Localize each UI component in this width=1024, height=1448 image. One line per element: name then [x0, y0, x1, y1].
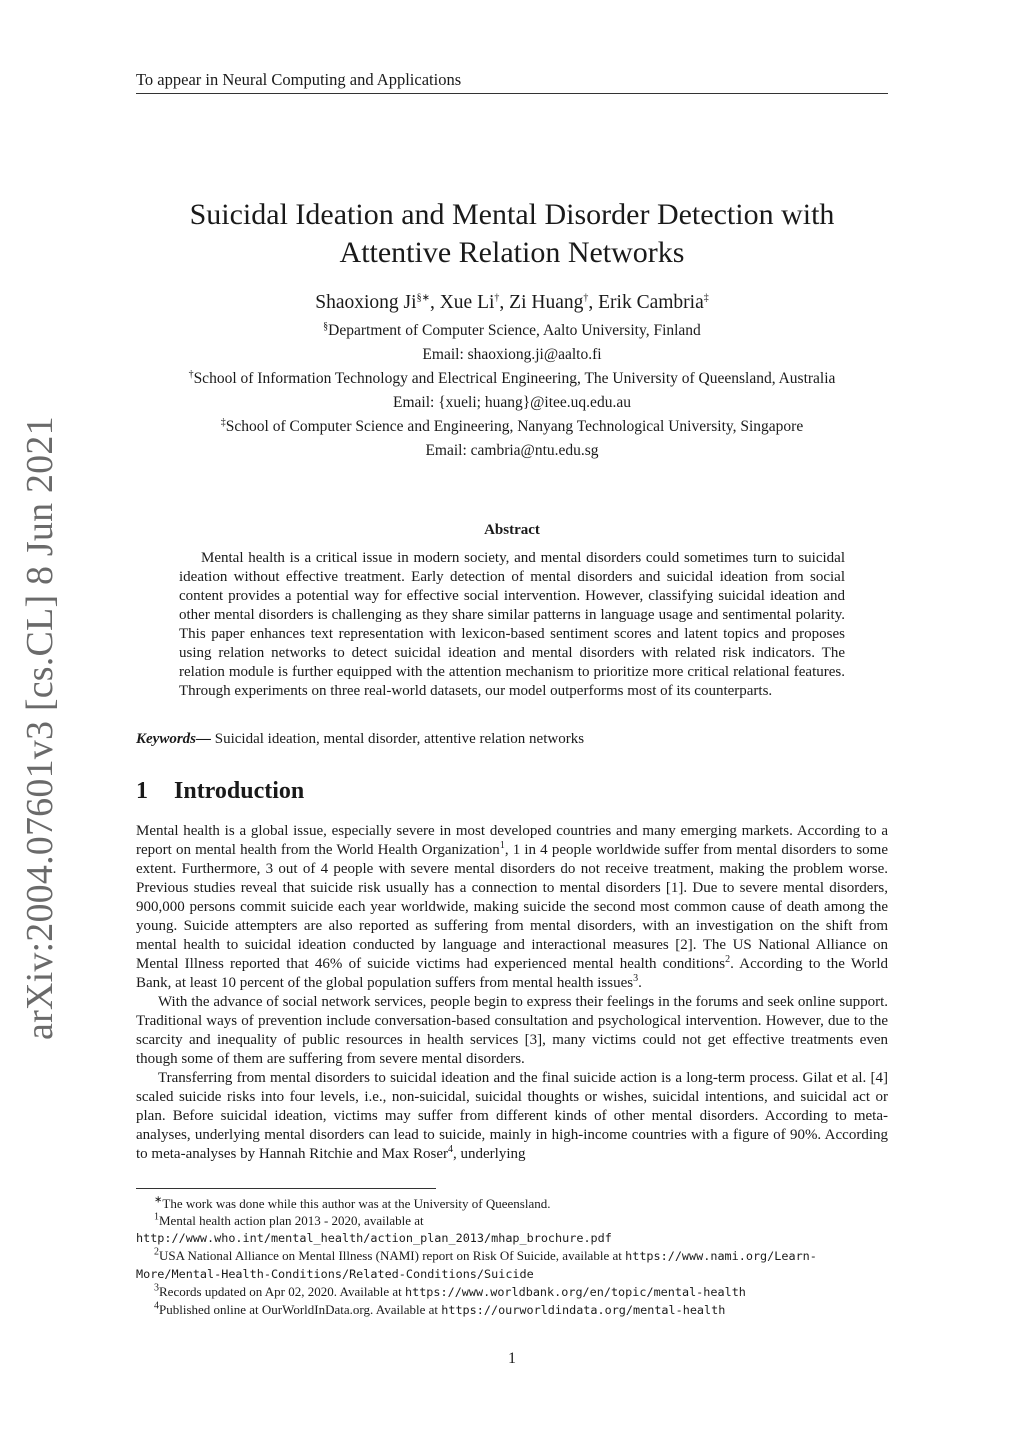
affiliation-text: Department of Computer Science, Aalto University, Finland [328, 322, 701, 339]
footnote-text: The work was done while this author was at the University of Queensland. [162, 1196, 551, 1211]
body-text-run: . According to the World Bank, at least 10 percent of the global population suffers from mental health issues [136, 956, 888, 991]
author-name: Zi Huang [509, 292, 584, 313]
author-mark: ‡ [703, 292, 709, 304]
author-mark: † [583, 292, 589, 304]
abstract-text: Mental health is a critical issue in modern society, and mental disorders could sometimes turn to suicidal ideation without effective treatment. Early detection of mental disorders and suicidal ideation from social content provides a potential way for effective social intervention. However, classifying suicidal ideation and other mental disorders is challenging as they share similar patterns in language usage and sentimental polarity. This paper enhances text representation with lexicon-based sentiment scores and latent topics and proposes using relation networks to detect suicidal ideation and mental disorders with related risk indicators. The relation module is further equipped with the attention mechanism to prioritize more critical relational features. Through experiments on three real-world datasets, our model outperforms most of its counterparts. [179, 550, 845, 699]
section-number: 1 [136, 778, 148, 804]
footnote [136, 1212, 888, 1247]
footnote-mark: 2 [154, 1246, 159, 1258]
affiliation-text: School of Computer Science and Engineering, Nanyang Technological University, Singapore [225, 418, 804, 435]
footnote [136, 1301, 888, 1319]
footnote [136, 1247, 888, 1283]
page-number: 1 [508, 1350, 516, 1367]
affiliation-mark: ‡ [220, 416, 226, 428]
affiliation-ntu [136, 418, 888, 436]
arxiv-side-stamp: arXiv:2004.07601v3 [cs.CL] 8 Jun 2021 [19, 416, 61, 1040]
running-head: To appear in Neural Computing and Applications [136, 70, 888, 94]
title-line-2: Attentive Relation Networks [339, 236, 685, 269]
body-paragraph [136, 822, 888, 993]
footnote-text: Records updated on Apr 02, 2020. Available at [159, 1284, 405, 1299]
author-separator: , [499, 292, 510, 313]
author-mark: † [494, 292, 500, 304]
section-title: Introduction [174, 778, 305, 804]
body-text-run: , underlying [453, 1146, 526, 1162]
keywords-line [136, 731, 888, 748]
footnote-ref: 3 [633, 973, 639, 984]
section-heading [136, 778, 888, 805]
footnote-ref: 1 [499, 840, 505, 851]
footnote-ref: 4 [448, 1144, 453, 1155]
author-mark: §∗ [416, 292, 430, 304]
body-paragraph [136, 1069, 888, 1164]
author-separator: , [429, 292, 440, 313]
paper-title [136, 196, 888, 272]
abstract-heading: Abstract [484, 522, 540, 538]
author-name: Xue Li [439, 292, 495, 313]
keywords-text: Suicidal ideation, mental disorder, attentive relation networks [211, 731, 585, 747]
affiliation-uq [136, 370, 888, 388]
footnote-divider [136, 1188, 436, 1189]
footnote-mark: 4 [154, 1300, 159, 1312]
footnote-url[interactable]: http://www.who.int/mental_health/action_plan_2013/mhap_brochure.pdf [136, 1231, 612, 1245]
author-separator: , [588, 292, 599, 313]
affiliation-email: Email: {xueli; huang}@itee.uq.edu.au [393, 394, 631, 411]
affiliation-email: Email: cambria@ntu.edu.sg [425, 442, 599, 459]
footnote [136, 1195, 888, 1212]
author-name: Shaoxiong Ji [315, 292, 417, 313]
footnote-url[interactable]: https://www.worldbank.org/en/topic/mental-health [404, 1285, 746, 1299]
footnote-text: USA National Alliance on Mental Illness (NAMI) report on Risk Of Suicide, available at [159, 1248, 626, 1263]
author-list [136, 292, 888, 314]
author-name: Erik Cambria [598, 292, 704, 313]
affiliation-mark: § [323, 320, 329, 332]
keywords-label: Keywords— [136, 731, 211, 747]
footnote-url[interactable]: https://ourworldindata.org/mental-health [441, 1303, 726, 1317]
introduction-body [136, 822, 888, 1164]
footnote [136, 1283, 888, 1301]
affiliation-aalto [136, 322, 888, 340]
body-paragraph: With the advance of social network services, people begin to express their feelings in the forums and seek online support. Traditional ways of prevention include conversation-based consultation and psychological intervention. However, due to the scarcity and inequality of public resources in health services [3], many victims could not get effective treatments even though some of them are suffering from severe mental disorders. [136, 994, 888, 1067]
footnote-url[interactable]: https://www.nami.org/Learn-More/Mental-Health-Conditions/Related-Conditions/Suicide [136, 1249, 817, 1281]
footnote-ref: 2 [725, 954, 731, 965]
footnote-text: Mental health action plan 2013 - 2020, available at [159, 1213, 424, 1228]
footnote-mark: 1 [154, 1211, 159, 1223]
title-line-1: Suicidal Ideation and Mental Disorder Detection with [189, 198, 835, 231]
body-text-run: Transferring from mental disorders to suicidal ideation and the final suicide action is a long-term process. Gilat et al. [4] scaled suicide risks into four levels, i.e., non-suicidal, suicidal thoughts or wishes, suicidal intentions, and suicidal act or plan. Before suicidal ideation, victims may suffer from different kinds of other mental disorders. According to meta-analyses, underlying mental disorders can lead to suicide, mainly in high-income countries with a figure of 90%. According to meta-analyses by Hannah Ritchie and Max Roser [136, 1070, 888, 1162]
body-text-run: , 1 in 4 people worldwide suffer from mental disorders to some extent. Furthermore, 3 out of 4 people with severe mental disorders do not receive treatment, making the problem worse. Previous studies reveal that suicide risk usually has a connection to mental disorders [1]. Due to severe mental disorders, 900,000 persons commit suicide each year worldwide, making suicide the second most common cause of death among the young. Suicide attempters are also reported as suffering from mental disorders, with an investigation on the shift from mental health to suicidal ideation conducted by language and interactional measures [2]. The US National Alliance on Mental Illness reported that 46% of suicide victims had experienced mental health conditions [136, 842, 888, 972]
body-text-run: Mental health is a global issue, especially severe in most developed countries and many emerging markets. According to a report on mental health from the World Health Organization [136, 823, 888, 858]
footnote-text: Published online at OurWorldInData.org. Available at [159, 1302, 442, 1317]
affiliation-mark: † [188, 368, 194, 380]
affiliation-email: Email: shaoxiong.ji@aalto.fi [422, 346, 602, 363]
body-text-run: . [638, 975, 642, 991]
footnotes [136, 1195, 888, 1319]
affiliation-text: School of Information Technology and Electrical Engineering, The University of Queensland, Australia [193, 370, 836, 387]
footnote-mark: ∗ [154, 1194, 163, 1206]
footnote-mark: 3 [154, 1282, 159, 1294]
